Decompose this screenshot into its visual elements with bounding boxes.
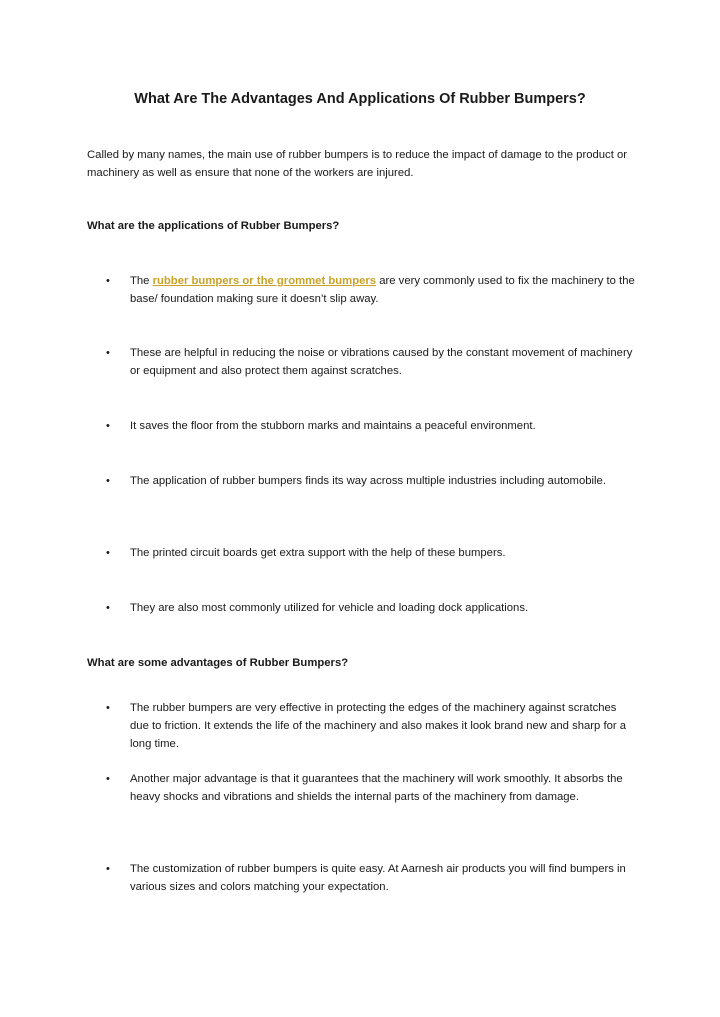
intro-paragraph: Called by many names, the main use of rubber bumpers is to reduce the impact of damage to the product or machinery as well as ensure that none of the workers are injured.	[87, 149, 628, 179]
list-item-text: These are helpful in reducing the noise or vibrations caused by the constant movement of machinery or equipment and also protect them against scratches.	[130, 347, 633, 377]
bullet-icon: •	[106, 773, 110, 785]
bullet-icon: •	[106, 547, 110, 559]
list-item-text: Another major advantage is that it guarantees that the machinery will work smoothly. It absorbs the heavy shocks and vibrations and shields the internal parts of the machinery from damage.	[130, 773, 623, 803]
application-item-3	[106, 417, 636, 435]
application-item-1	[106, 272, 636, 308]
item-prefix: The	[130, 275, 153, 287]
advantage-item-1	[106, 699, 636, 753]
list-item-text: The printed circuit boards get extra support with the help of these bumpers.	[130, 547, 506, 559]
advantage-item-2	[106, 770, 636, 806]
list-item-text: The rubber bumpers are very effective in protecting the edges of the machinery against scratches due to friction. It extends the life of the machinery and also makes it look brand new and sharp for a long time.	[130, 702, 627, 750]
applications-heading: What are the applications of Rubber Bumpers?	[87, 220, 340, 232]
document-title: What Are The Advantages And Applications Of Rubber Bumpers?	[134, 91, 586, 107]
bullet-icon: •	[106, 702, 110, 714]
application-item-4	[106, 472, 636, 490]
application-item-2	[106, 344, 636, 380]
bullet-icon: •	[106, 347, 110, 359]
bullet-icon: •	[106, 475, 110, 487]
application-item-5	[106, 544, 636, 562]
list-item-text	[130, 272, 636, 308]
bullet-icon: •	[106, 275, 110, 287]
bullet-icon: •	[106, 863, 110, 875]
bullet-icon: •	[106, 602, 110, 614]
list-item-text: The application of rubber bumpers finds its way across multiple industries including automobile.	[130, 475, 606, 487]
rubber-bumpers-link[interactable]: rubber bumpers or the grommet bumpers	[152, 275, 377, 287]
application-item-6	[106, 599, 636, 617]
list-item-text: The customization of rubber bumpers is quite easy. At Aarnesh air products you will find bumpers in various sizes and colors matching your expectation.	[130, 863, 626, 893]
advantages-heading: What are some advantages of Rubber Bumpers?	[87, 657, 349, 669]
list-item-text: They are also most commonly utilized for vehicle and loading dock applications.	[130, 602, 529, 614]
bullet-icon: •	[106, 420, 110, 432]
advantage-item-3	[106, 860, 636, 896]
item-suffix: are very commonly used to fix the machinery to the base/ foundation making sure it doesn’t slip away.	[130, 275, 635, 305]
list-item-text: It saves the floor from the stubborn marks and maintains a peaceful environment.	[130, 420, 536, 432]
